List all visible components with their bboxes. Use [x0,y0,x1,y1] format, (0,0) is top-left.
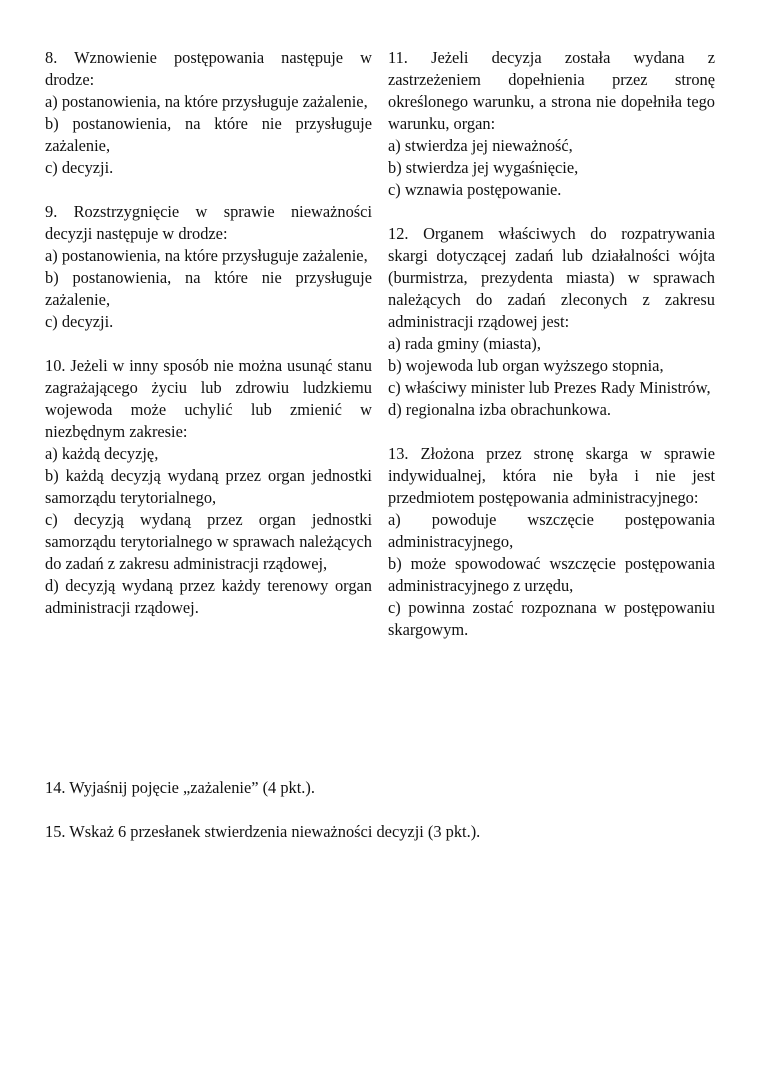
answer-option: d) decyzją wydaną przez każdy terenowy organ administracji rządowej. [45,576,372,617]
answer-option: c) wznawia postępowanie. [388,180,562,199]
answer-option: a) powoduje wszczęcie postępowania administracyjnego, [388,510,715,551]
right-column [388,47,715,663]
answer-option: b) każdą decyzją wydaną przez organ jednostki samorządu terytorialnego, [45,466,372,507]
answer-option: a) rada gminy (miasta), [388,334,541,353]
question-prompt: 13. Złożona przez stronę skarga w sprawie indywidualnej, która nie była i nie jest przedmiotem postępowania administracyjnego: [388,444,715,507]
open-question: 14. Wyjaśnij pojęcie „zażalenie” (4 pkt.). [45,778,315,797]
question-9 [45,201,372,333]
answer-option: a) postanowienia, na które przysługuje zażalenie, [45,246,368,265]
question-prompt: 8. Wznowienie postępowania następuje w drodze: [45,48,372,89]
answer-option: b) postanowienia, na które nie przysługuje zażalenie, [45,114,372,155]
answer-option: a) stwierdza jej nieważność, [388,136,573,155]
question-12 [388,223,715,421]
answer-option: a) postanowienia, na które przysługuje zażalenie, [45,92,368,111]
left-column [45,47,372,641]
question-prompt: 12. Organem właściwych do rozpatrywania skargi dotyczącej zadań lub działalności wójta (burmistrza, prezydenta miasta) w sprawach należących do zadań zleconych z zakresu administracji rządowej jest: [388,224,715,331]
answer-option: c) powinna zostać rozpoznana w postępowaniu skargowym. [388,598,715,639]
question-prompt: 9. Rozstrzygnięcie w sprawie nieważności decyzji następuje w drodze: [45,202,372,243]
answer-option: b) wojewoda lub organ wyższego stopnia, [388,356,664,375]
answer-option: d) regionalna izba obrachunkowa. [388,400,612,419]
question-prompt: 11. Jeżeli decyzja została wydana z zastrzeżeniem dopełnienia przez stronę określonego warunku, a strona nie dopełniła tego warunku, organ: [388,48,715,133]
answer-option: c) decyzji. [45,312,114,331]
question-8 [45,47,372,179]
answer-option: c) właściwy minister lub Prezes Rady Ministrów, [388,378,711,397]
question-11 [388,47,715,201]
question-13 [388,443,715,641]
answer-option: c) decyzją wydaną przez organ jednostki samorządu terytorialnego w sprawach należących do zadań z zakresu administracji rządowej, [45,510,372,573]
open-question: 15. Wskaż 6 przesłanek stwierdzenia nieważności decyzji (3 pkt.). [45,822,481,841]
question-prompt: 10. Jeżeli w inny sposób nie można usunąć stanu zagrażającego życiu lub zdrowiu ludzkiemu wojewoda może uchylić lub zmienić w niezbędnym zakresie: [45,356,372,441]
question-14 [45,777,725,799]
answer-option: a) każdą decyzję, [45,444,159,463]
answer-option: b) postanowienia, na które nie przysługuje zażalenie, [45,268,372,309]
answer-option: c) decyzji. [45,158,114,177]
question-10 [45,355,372,619]
question-15 [45,821,725,843]
answer-option: b) może spowodować wszczęcie postępowania administracyjnego z urzędu, [388,554,715,595]
answer-option: b) stwierdza jej wygaśnięcie, [388,158,579,177]
